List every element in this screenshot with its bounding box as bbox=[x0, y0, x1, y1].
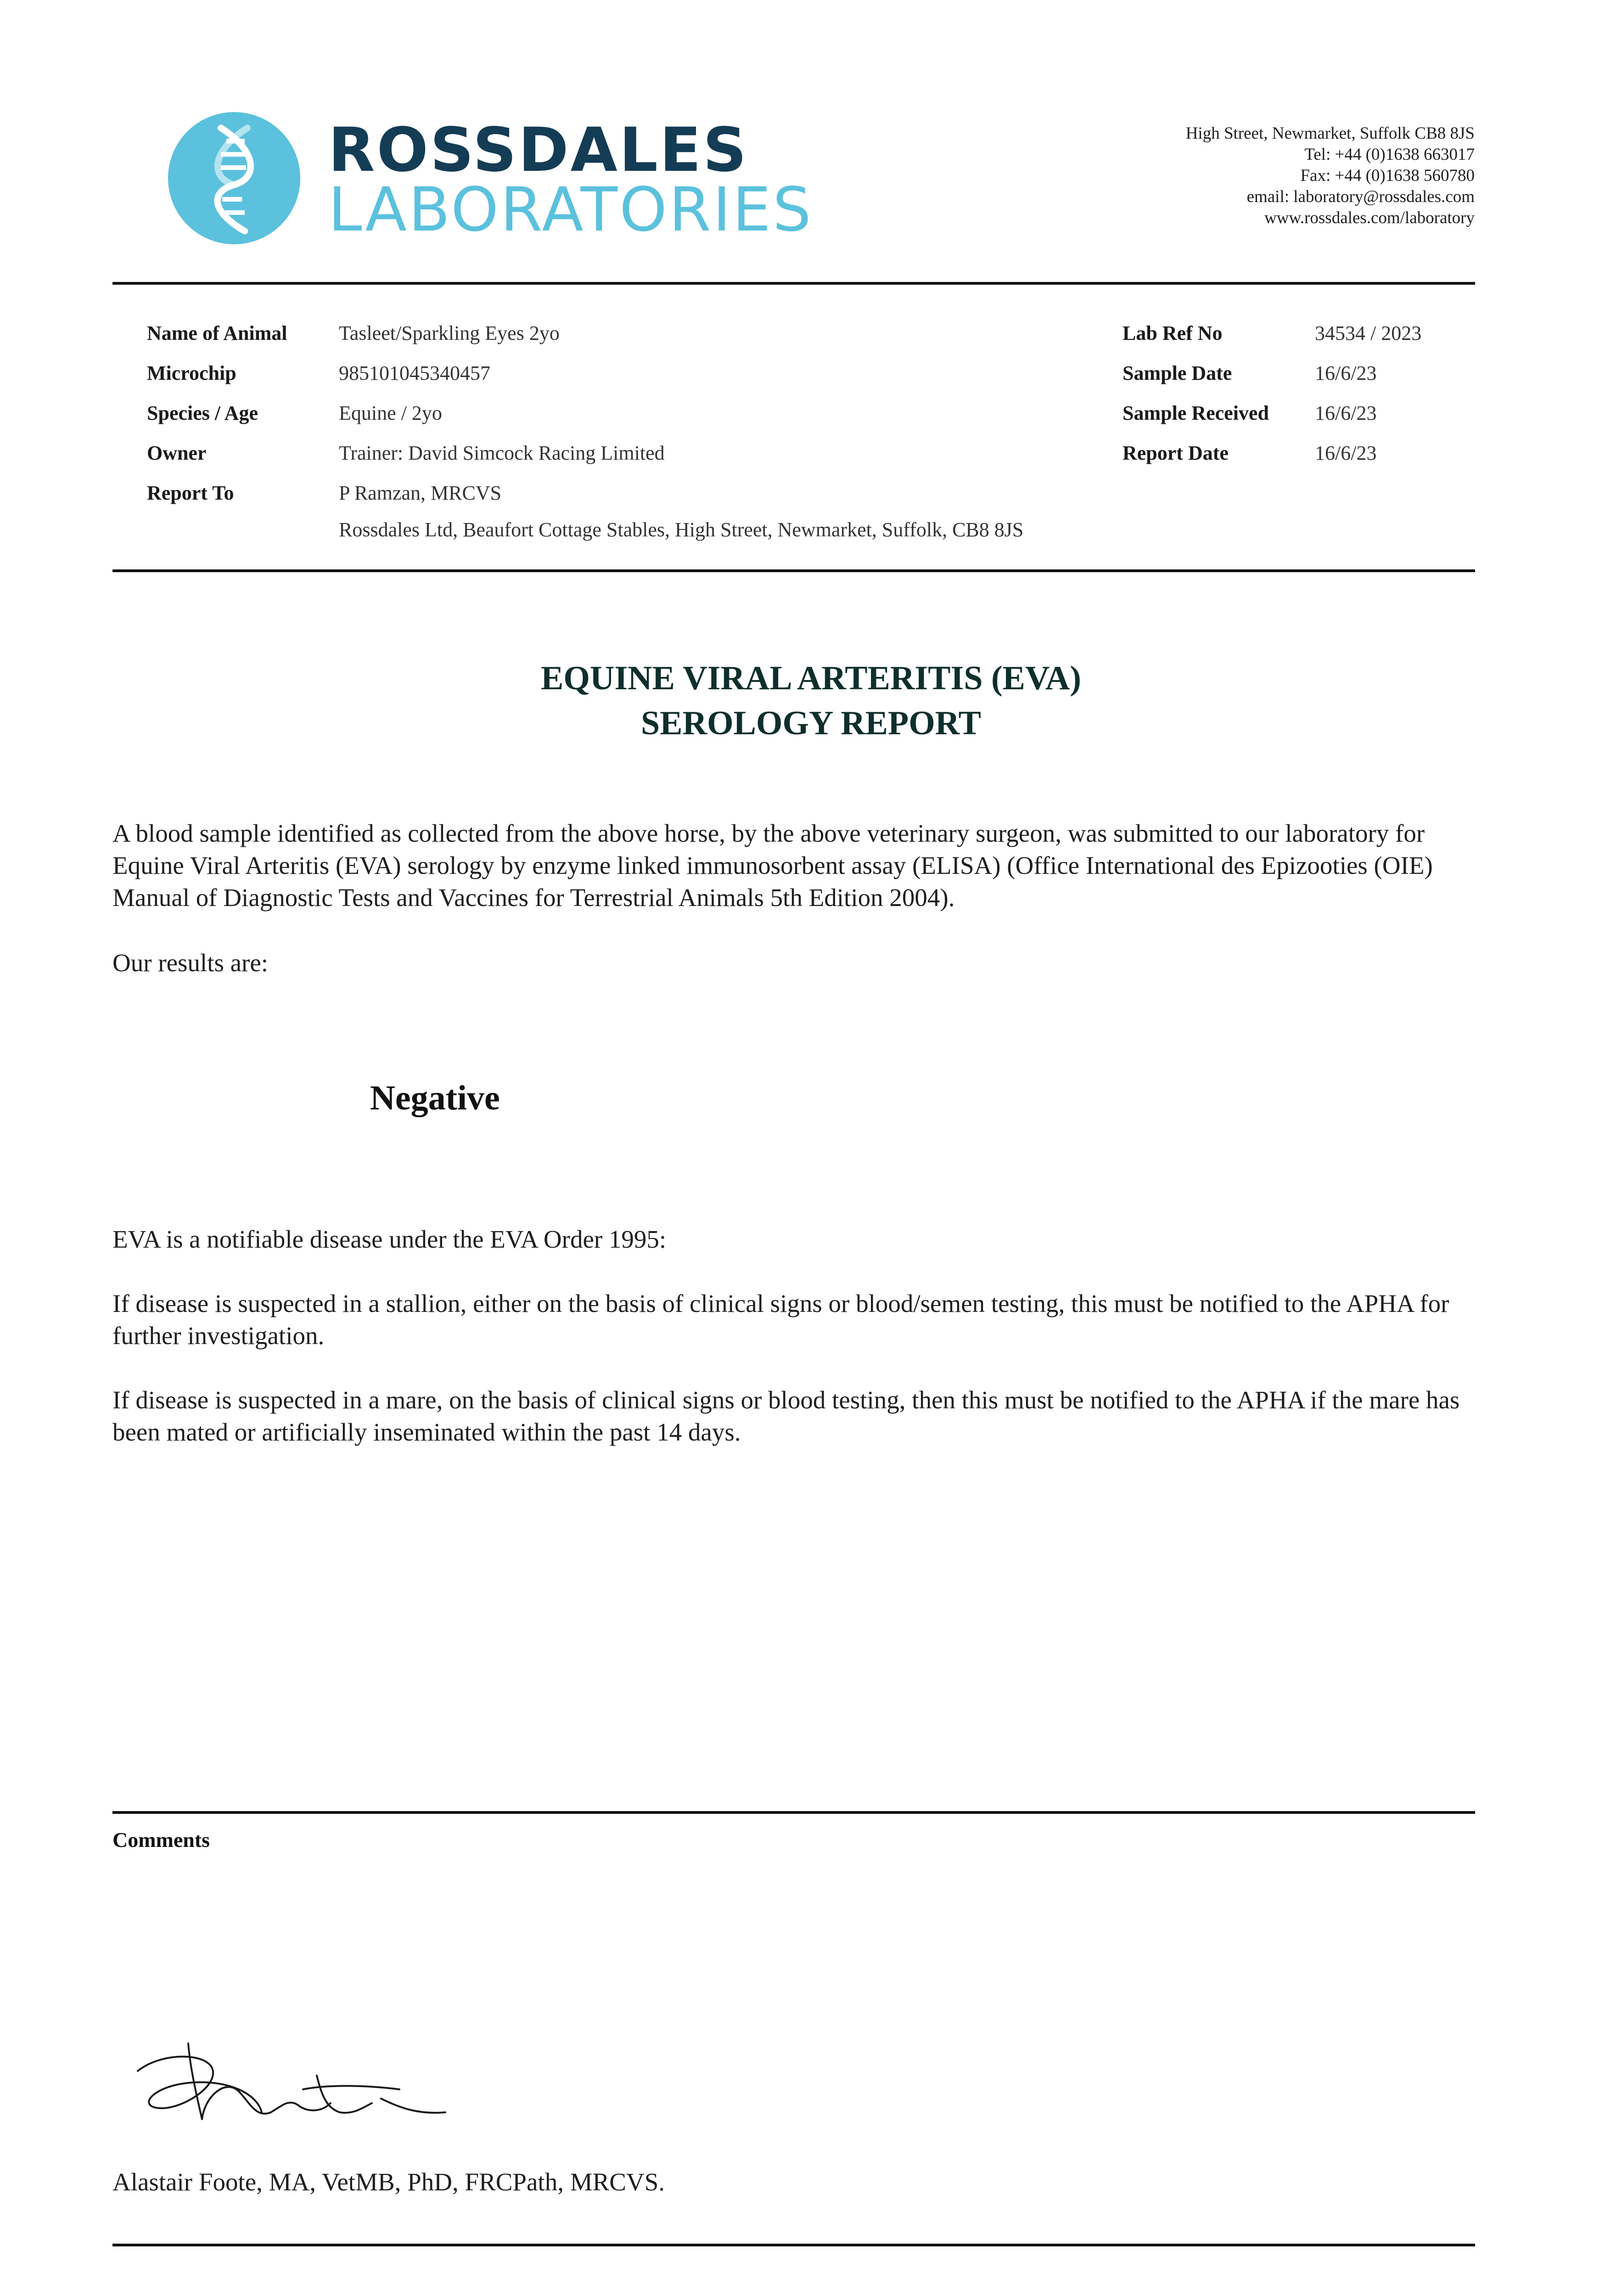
animal-name-value: Tasleet/Sparkling Eyes 2yo bbox=[339, 322, 560, 344]
notifiable-notice: EVA is a notifiable disease under the EVA Order 1995: bbox=[112, 1225, 667, 1253]
lab-email: email: laboratory@rossdales.com bbox=[1246, 187, 1475, 206]
signature-image bbox=[124, 2020, 473, 2126]
lab-website: www.rossdales.com/laboratory bbox=[1264, 208, 1475, 227]
owner-value: Trainer: David Simcock Racing Limited bbox=[339, 442, 665, 464]
lab-telephone: Tel: +44 (0)1638 663017 bbox=[1304, 145, 1475, 164]
sample-date-label: Sample Date bbox=[1122, 362, 1232, 384]
header-divider bbox=[112, 282, 1475, 285]
sample-date-value: 16/6/23 bbox=[1315, 362, 1377, 384]
report-title-line2: SEROLOGY REPORT bbox=[641, 704, 981, 742]
report-date-label: Report Date bbox=[1122, 442, 1229, 464]
species-age-value: Equine / 2yo bbox=[339, 402, 442, 424]
report-to-label: Report To bbox=[147, 482, 234, 504]
species-age-label: Species / Age bbox=[147, 402, 258, 424]
animal-name-label: Name of Animal bbox=[147, 322, 287, 344]
lab-address: High Street, Newmarket, Suffolk CB8 8JS bbox=[1185, 124, 1475, 143]
lab-fax: Fax: +44 (0)1638 560780 bbox=[1300, 166, 1475, 185]
microchip-label: Microchip bbox=[147, 362, 236, 384]
signatory-name: Alastair Foote, MA, VetMB, PhD, FRCPath, MRCVS. bbox=[112, 2168, 665, 2196]
comments-divider bbox=[112, 1811, 1475, 1814]
comments-label: Comments bbox=[112, 1828, 210, 1851]
lab-name-line1: ROSSDALES bbox=[328, 115, 749, 186]
lab-name-line2: LABORATORIES bbox=[328, 174, 813, 245]
lab-ref-label: Lab Ref No bbox=[1122, 322, 1223, 344]
report-date-value: 16/6/23 bbox=[1315, 442, 1377, 464]
report-to-address: Rossdales Ltd, Beaufort Cottage Stables, High Street, Newmarket, Suffolk, CB8 8JS bbox=[339, 518, 1024, 541]
sample-received-value: 16/6/23 bbox=[1315, 402, 1377, 424]
owner-label: Owner bbox=[147, 442, 207, 464]
details-divider bbox=[112, 569, 1475, 572]
stallion-paragraph: If disease is suspected in a stallion, either on the basis of clinical signs or blood/semen testing, this must be notified to the APHA for further investigation. bbox=[112, 1289, 1449, 1350]
report-title bbox=[0, 656, 1622, 746]
sample-received-label: Sample Received bbox=[1122, 402, 1269, 424]
lab-ref-value: 34534 / 2023 bbox=[1315, 322, 1422, 344]
footer-divider bbox=[112, 2244, 1475, 2246]
lab-contact-block bbox=[1186, 123, 1475, 229]
dna-logo-icon bbox=[168, 112, 300, 244]
results-intro: Our results are: bbox=[112, 949, 269, 977]
microchip-value: 985101045340457 bbox=[339, 362, 490, 384]
mare-paragraph: If disease is suspected in a mare, on the basis of clinical signs or blood testing, then this must be notified to the APHA if the mare has been mated or artificially inseminated within the past 14 days. bbox=[112, 1386, 1460, 1446]
intro-paragraph: A blood sample identified as collected from the above horse, by the above veterinary surgeon, was submitted to our laboratory for Equine Viral Arteritis (EVA) serology by enzyme linked immunosorbent assay (ELISA) (Office International des Epizooties (OIE) Manual of Diagnostic Tests and Vaccines for Terrestrial Animals 5th Edition 2004). bbox=[112, 819, 1433, 912]
result-value: Negative bbox=[370, 1079, 500, 1117]
report-title-line1: EQUINE VIRAL ARTERITIS (EVA) bbox=[541, 659, 1081, 697]
report-to-value: P Ramzan, MRCVS bbox=[339, 482, 502, 504]
